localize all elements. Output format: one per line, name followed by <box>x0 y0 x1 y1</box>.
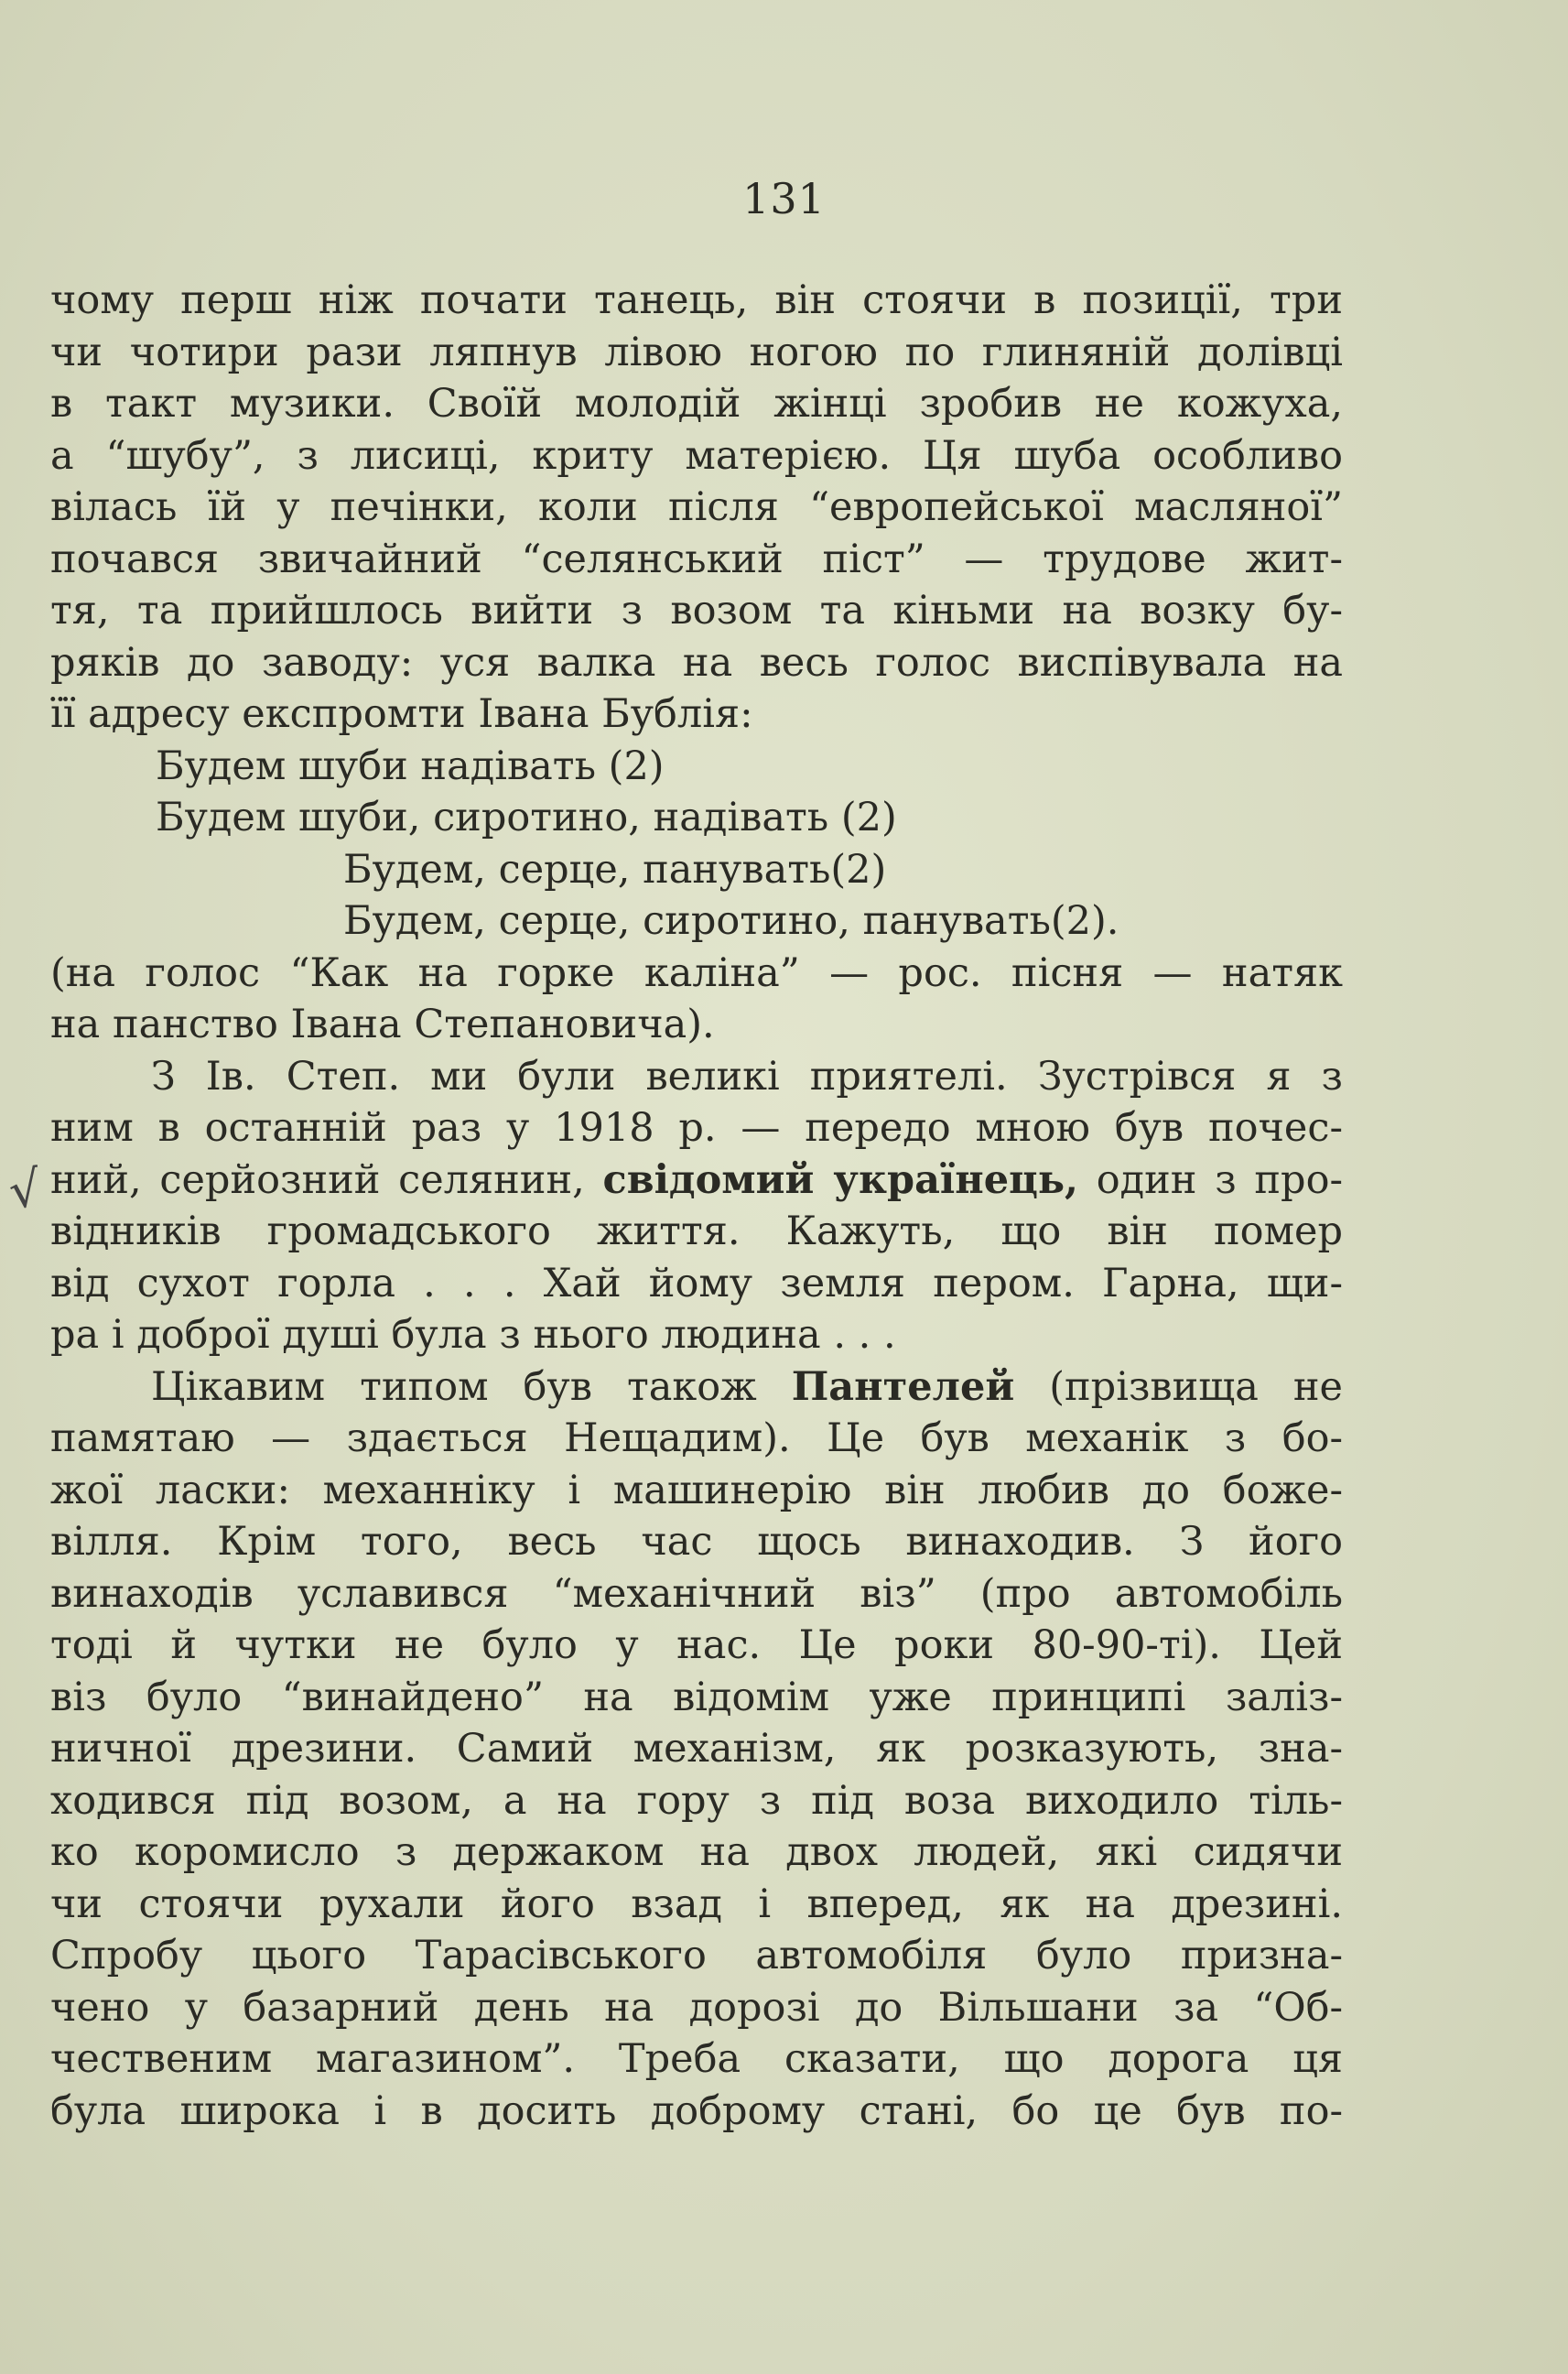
text-line: Будем шуби надівать (2) <box>156 743 665 789</box>
text-line: в такт музики. Своїй молодій жінці зробив не кожуха, <box>50 381 1343 427</box>
text-line: відників громадського життя. Кажуть, що він помер <box>50 1209 1343 1254</box>
text-line: віз було “винайдено” на відомім уже принципі заліз- <box>50 1674 1343 1720</box>
text-line: Цікавим типом був також Пантелей (прізвища не <box>151 1363 1343 1410</box>
text-line: була широка і в досить доброму стані, бо це був по- <box>50 2087 1343 2134</box>
text-line: вілля. Крім того, весь час щось винаходив. З його <box>50 1519 1343 1565</box>
text-line: почався звичайний “селянський піст” — трудове жит- <box>50 536 1343 582</box>
text-line: чественим магазином”. Треба сказати, що дорога ця <box>50 2036 1343 2082</box>
text-line: ра і доброї душі була з нього людина . . . <box>50 1312 896 1358</box>
body-text <box>50 275 1343 2137</box>
text-line: тя, та прийшлось вийти з возом та кіньми на возку бу- <box>50 588 1343 634</box>
text-line: жої ласки: механніку і машинерію він любив до боже- <box>50 1467 1343 1513</box>
text-line: ко коромисло з держаком на двох людей, які сидячи <box>50 1829 1343 1875</box>
text-line: ним в останній раз у 1918 р. — передо мною був почес- <box>50 1105 1343 1151</box>
text-line: Будем, серце, сиротино, панувать(2). <box>343 898 1119 944</box>
text-line: чено у базарний день на дорозі до Вільшани за “Об- <box>50 1984 1343 2031</box>
text-line: від сухот горла . . . Хай йому земля пером. Гарна, щи- <box>50 1260 1343 1306</box>
margin-check-mark: √ <box>5 1158 45 1221</box>
text-line: ний, серйозний селянин, свідомий українець, один з про- <box>50 1156 1343 1203</box>
text-line: ничної дрезини. Самий механізм, як розказують, зна- <box>50 1726 1343 1772</box>
text-line: її адресу експромти Івана Бублія: <box>50 691 753 737</box>
text-line: а “шубу”, з лисиці, криту матерією. Ця шуба особливо <box>50 432 1343 479</box>
text-line: на панство Івана Степановича). <box>50 1002 715 1047</box>
page-number: 131 <box>742 174 826 223</box>
text-line: Будем шуби, сиротино, надівать (2) <box>156 795 897 840</box>
text-line: чому перш ніж почати танець, він стоячи в позиції, три <box>50 277 1343 323</box>
text-line: (на голос “Как на горке каліна” — рос. пісня — натяк <box>50 949 1343 996</box>
text-line: винаходів уславився “механічний віз” (про автомобіль <box>50 1570 1343 1617</box>
text-line: чи стоячи рухали його взад і вперед, як на дрезині. <box>50 1881 1343 1927</box>
text-line: вілась їй у печінки, коли після “европейської масляної” <box>50 484 1343 530</box>
text-line: Будем, серце, панувать(2) <box>343 846 887 893</box>
text-line: Спробу цього Тарасівського автомобіля було призна- <box>50 1933 1343 1978</box>
text-line: чи чотири рази ляпнув лівою ногою по глиняній долівці <box>50 329 1343 375</box>
text-line: памятаю — здається Нещадим). Це був механік з бо- <box>50 1415 1343 1461</box>
text-line: тоді й чутки не було у нас. Це роки 80-90-ті). Цей <box>50 1622 1343 1668</box>
text-line: З Ів. Степ. ми були великі приятелі. Зустрівся я з <box>151 1053 1343 1100</box>
text-line: ряків до заводу: уся валка на весь голос виспівувала на <box>50 639 1343 686</box>
text-line: ходився під возом, а на гору з під воза виходило тіль- <box>50 1777 1343 1824</box>
